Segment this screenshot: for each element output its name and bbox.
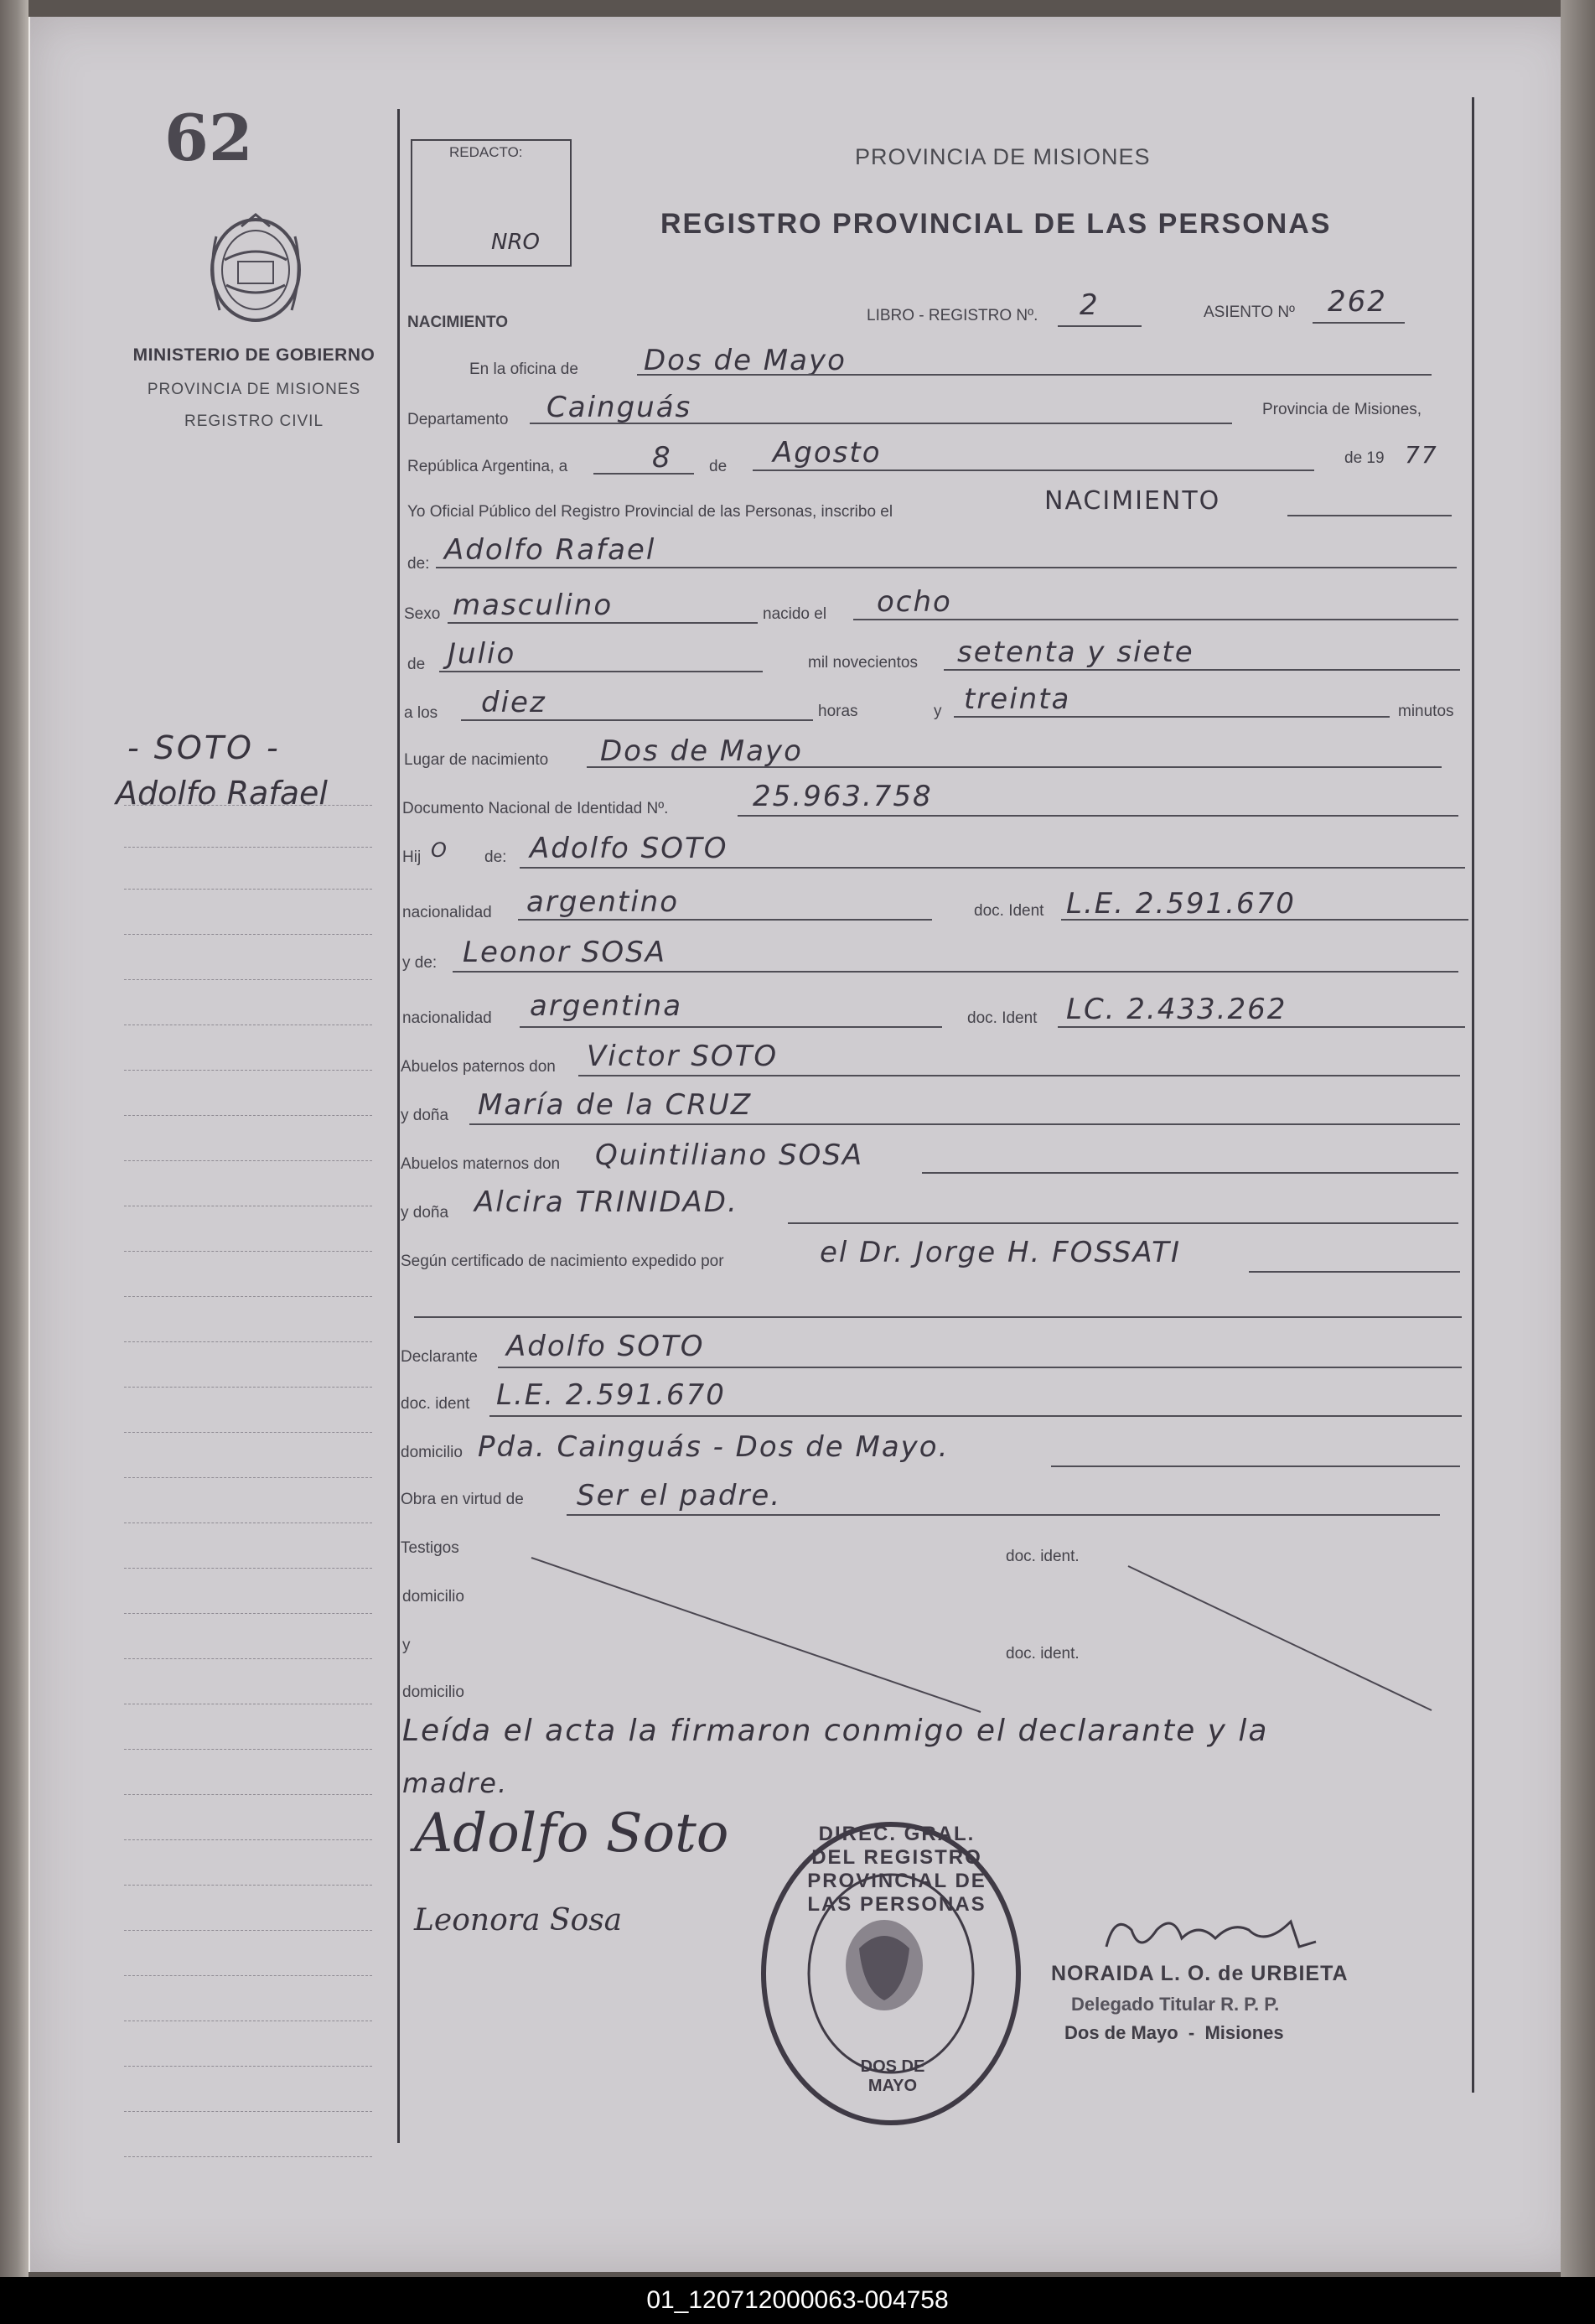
departamento-value: Cainguás bbox=[546, 391, 692, 424]
obra-label: Obra en virtud de bbox=[401, 1491, 524, 1508]
docident-madre-label: doc. Ident bbox=[967, 1009, 1038, 1027]
official-place: Dos de Mayo - Misiones bbox=[1064, 2022, 1284, 2043]
libro-label: LIBRO - REGISTRO Nº. bbox=[867, 307, 1038, 324]
provincia-label: Provincia de Misiones, bbox=[1262, 401, 1422, 418]
redacto-initials: NRO bbox=[491, 230, 540, 255]
de4-label: de: bbox=[484, 848, 507, 866]
doc-padre-value: L.E. 2.591.670 bbox=[1066, 887, 1296, 921]
anio-value: 77 bbox=[1405, 441, 1438, 469]
registry-stamp bbox=[754, 1814, 1028, 2133]
abuela-mat-value: Alcira TRINIDAD. bbox=[474, 1185, 738, 1219]
margin-name: Adolfo Rafael bbox=[116, 775, 328, 812]
ydona-mat-label: y doña bbox=[401, 1204, 449, 1222]
signature-declarante: Adolfo Soto bbox=[414, 1803, 729, 1865]
lugar-label: Lugar de nacimiento bbox=[404, 751, 549, 769]
obra-value: Ser el padre. bbox=[577, 1479, 782, 1512]
official-title: Delegado Titular R. P. P. bbox=[1071, 1994, 1280, 2015]
domicilio-testigo2-label: domicilio bbox=[402, 1683, 464, 1701]
domicilio-declarante-label: domicilio bbox=[401, 1444, 463, 1461]
nacido-label: nacido el bbox=[763, 605, 827, 623]
abuelo-mat-value: Quintiliano SOSA bbox=[595, 1139, 864, 1172]
anio-label: de 19 bbox=[1344, 449, 1385, 467]
ydona-pat-label: y doña bbox=[401, 1107, 449, 1124]
mes-nac-value: Julio bbox=[448, 637, 516, 671]
docident-declarante-label: doc. ident bbox=[401, 1395, 470, 1413]
y-testigo2-label: y bbox=[402, 1637, 411, 1654]
domicilio-testigo1-label: domicilio bbox=[402, 1588, 464, 1606]
dni-value: 25.963.758 bbox=[753, 780, 933, 813]
sexo-label: Sexo bbox=[404, 605, 441, 623]
horas-value: diez bbox=[481, 686, 546, 719]
alas-label: a los bbox=[404, 704, 438, 722]
header-province: PROVINCIA DE MISIONES bbox=[855, 144, 1151, 169]
signature-madre: Leonora Sosa bbox=[414, 1903, 623, 1938]
registry-title: REGISTRO PROVINCIAL DE LAS PERSONAS bbox=[660, 208, 1332, 240]
nac-madre-value: argentina bbox=[530, 989, 683, 1023]
hijo-label: Hij bbox=[402, 848, 422, 866]
sexo-value: masculino bbox=[453, 589, 614, 622]
nacionalidad-padre-label: nacionalidad bbox=[402, 904, 492, 921]
minutos-value: treinta bbox=[964, 682, 1071, 716]
civil-registry-label: REGISTRO CIVIL bbox=[184, 412, 324, 430]
nacido-value: ocho bbox=[877, 585, 952, 619]
doc-madre-value: LC. 2.433.262 bbox=[1066, 993, 1287, 1026]
official-signature bbox=[1090, 1905, 1324, 1963]
page-number: 62 bbox=[164, 101, 253, 175]
doc-declarante-value: L.E. 2.591.670 bbox=[496, 1378, 726, 1412]
de-label: de bbox=[709, 458, 728, 475]
official-name: NORAIDA L. O. de URBIETA bbox=[1051, 1962, 1349, 1985]
docident-testigo1-label: doc. ident. bbox=[1006, 1548, 1080, 1565]
hijo-suffix: O bbox=[431, 838, 448, 862]
abuela-pat-value: María de la CRUZ bbox=[478, 1088, 753, 1122]
padre-value: Adolfo SOTO bbox=[530, 832, 728, 865]
ministry-label: MINISTERIO DE GOBIERNO bbox=[132, 345, 375, 365]
inscribo-value: NACIMIENTO bbox=[1044, 486, 1221, 516]
nacionalidad-madre-label: nacionalidad bbox=[402, 1009, 492, 1027]
madre-value: Leonor SOSA bbox=[463, 936, 666, 969]
segun-value: el Dr. Jorge H. FOSSATI bbox=[820, 1236, 1181, 1269]
abuelos-mat-label: Abuelos maternos don bbox=[401, 1155, 561, 1173]
closing-line-1: Leída el acta la firmaron conmigo el declarante y la bbox=[402, 1714, 1269, 1748]
de3-label: de bbox=[407, 656, 426, 673]
stamp-center: DOS DE MAYO bbox=[860, 2057, 925, 2095]
declarante-label: Declarante bbox=[401, 1348, 478, 1366]
nac-padre-value: argentino bbox=[526, 885, 679, 919]
docident-padre-label: doc. Ident bbox=[974, 902, 1044, 920]
docident-testigo2-label: doc. ident. bbox=[1006, 1645, 1080, 1663]
departamento-label: Departamento bbox=[407, 411, 509, 428]
testigos-label: Testigos bbox=[401, 1539, 459, 1557]
republica-label: República Argentina, a bbox=[407, 458, 568, 475]
oficial-label: Yo Oficial Público del Registro Provincial de las Personas, inscribo el bbox=[407, 503, 893, 521]
de2-label: de: bbox=[407, 555, 430, 573]
libro-value: 2 bbox=[1080, 288, 1100, 322]
dia-value: 8 bbox=[652, 441, 672, 475]
dni-label: Documento Nacional de Identidad Nº. bbox=[402, 800, 669, 817]
left-province-label: PROVINCIA DE MISIONES bbox=[147, 381, 361, 398]
image-caption: 01_120712000063-004758 bbox=[0, 2277, 1595, 2324]
oficina-value: Dos de Mayo bbox=[644, 344, 847, 377]
y-label: y bbox=[934, 703, 942, 720]
declarante-value: Adolfo SOTO bbox=[506, 1330, 705, 1363]
mes-value: Agosto bbox=[773, 436, 882, 469]
mil-label: mil novecientos bbox=[808, 654, 918, 672]
abuelos-pat-label: Abuelos paternos don bbox=[401, 1058, 556, 1076]
segun-label: Según certificado de nacimiento expedido por bbox=[401, 1253, 724, 1270]
lugar-value: Dos de Mayo bbox=[600, 734, 803, 768]
minutos-label: minutos bbox=[1398, 703, 1454, 720]
domicilio-value: Pda. Cainguás - Dos de Mayo. bbox=[478, 1430, 950, 1464]
redacto-label: REDACTO: bbox=[449, 144, 523, 160]
asiento-label: ASIENTO Nº bbox=[1204, 303, 1295, 321]
abuelo-pat-value: Victor SOTO bbox=[587, 1040, 779, 1073]
margin-surname: - SOTO - bbox=[127, 729, 281, 766]
nombre-value: Adolfo Rafael bbox=[444, 533, 656, 567]
anio-nac-value: setenta y siete bbox=[957, 635, 1194, 669]
yde-label: y de: bbox=[402, 954, 438, 972]
asiento-value: 262 bbox=[1328, 285, 1387, 319]
record-type-label: NACIMIENTO bbox=[407, 314, 508, 331]
horas-label: horas bbox=[818, 703, 858, 720]
oficina-label: En la oficina de bbox=[469, 361, 578, 378]
stamp-text: DIREC. GRAL. DEL REGISTRO PROVINCIAL DE LAS PERSONAS bbox=[807, 1823, 987, 1916]
closing-line-2: madre. bbox=[402, 1767, 509, 1799]
